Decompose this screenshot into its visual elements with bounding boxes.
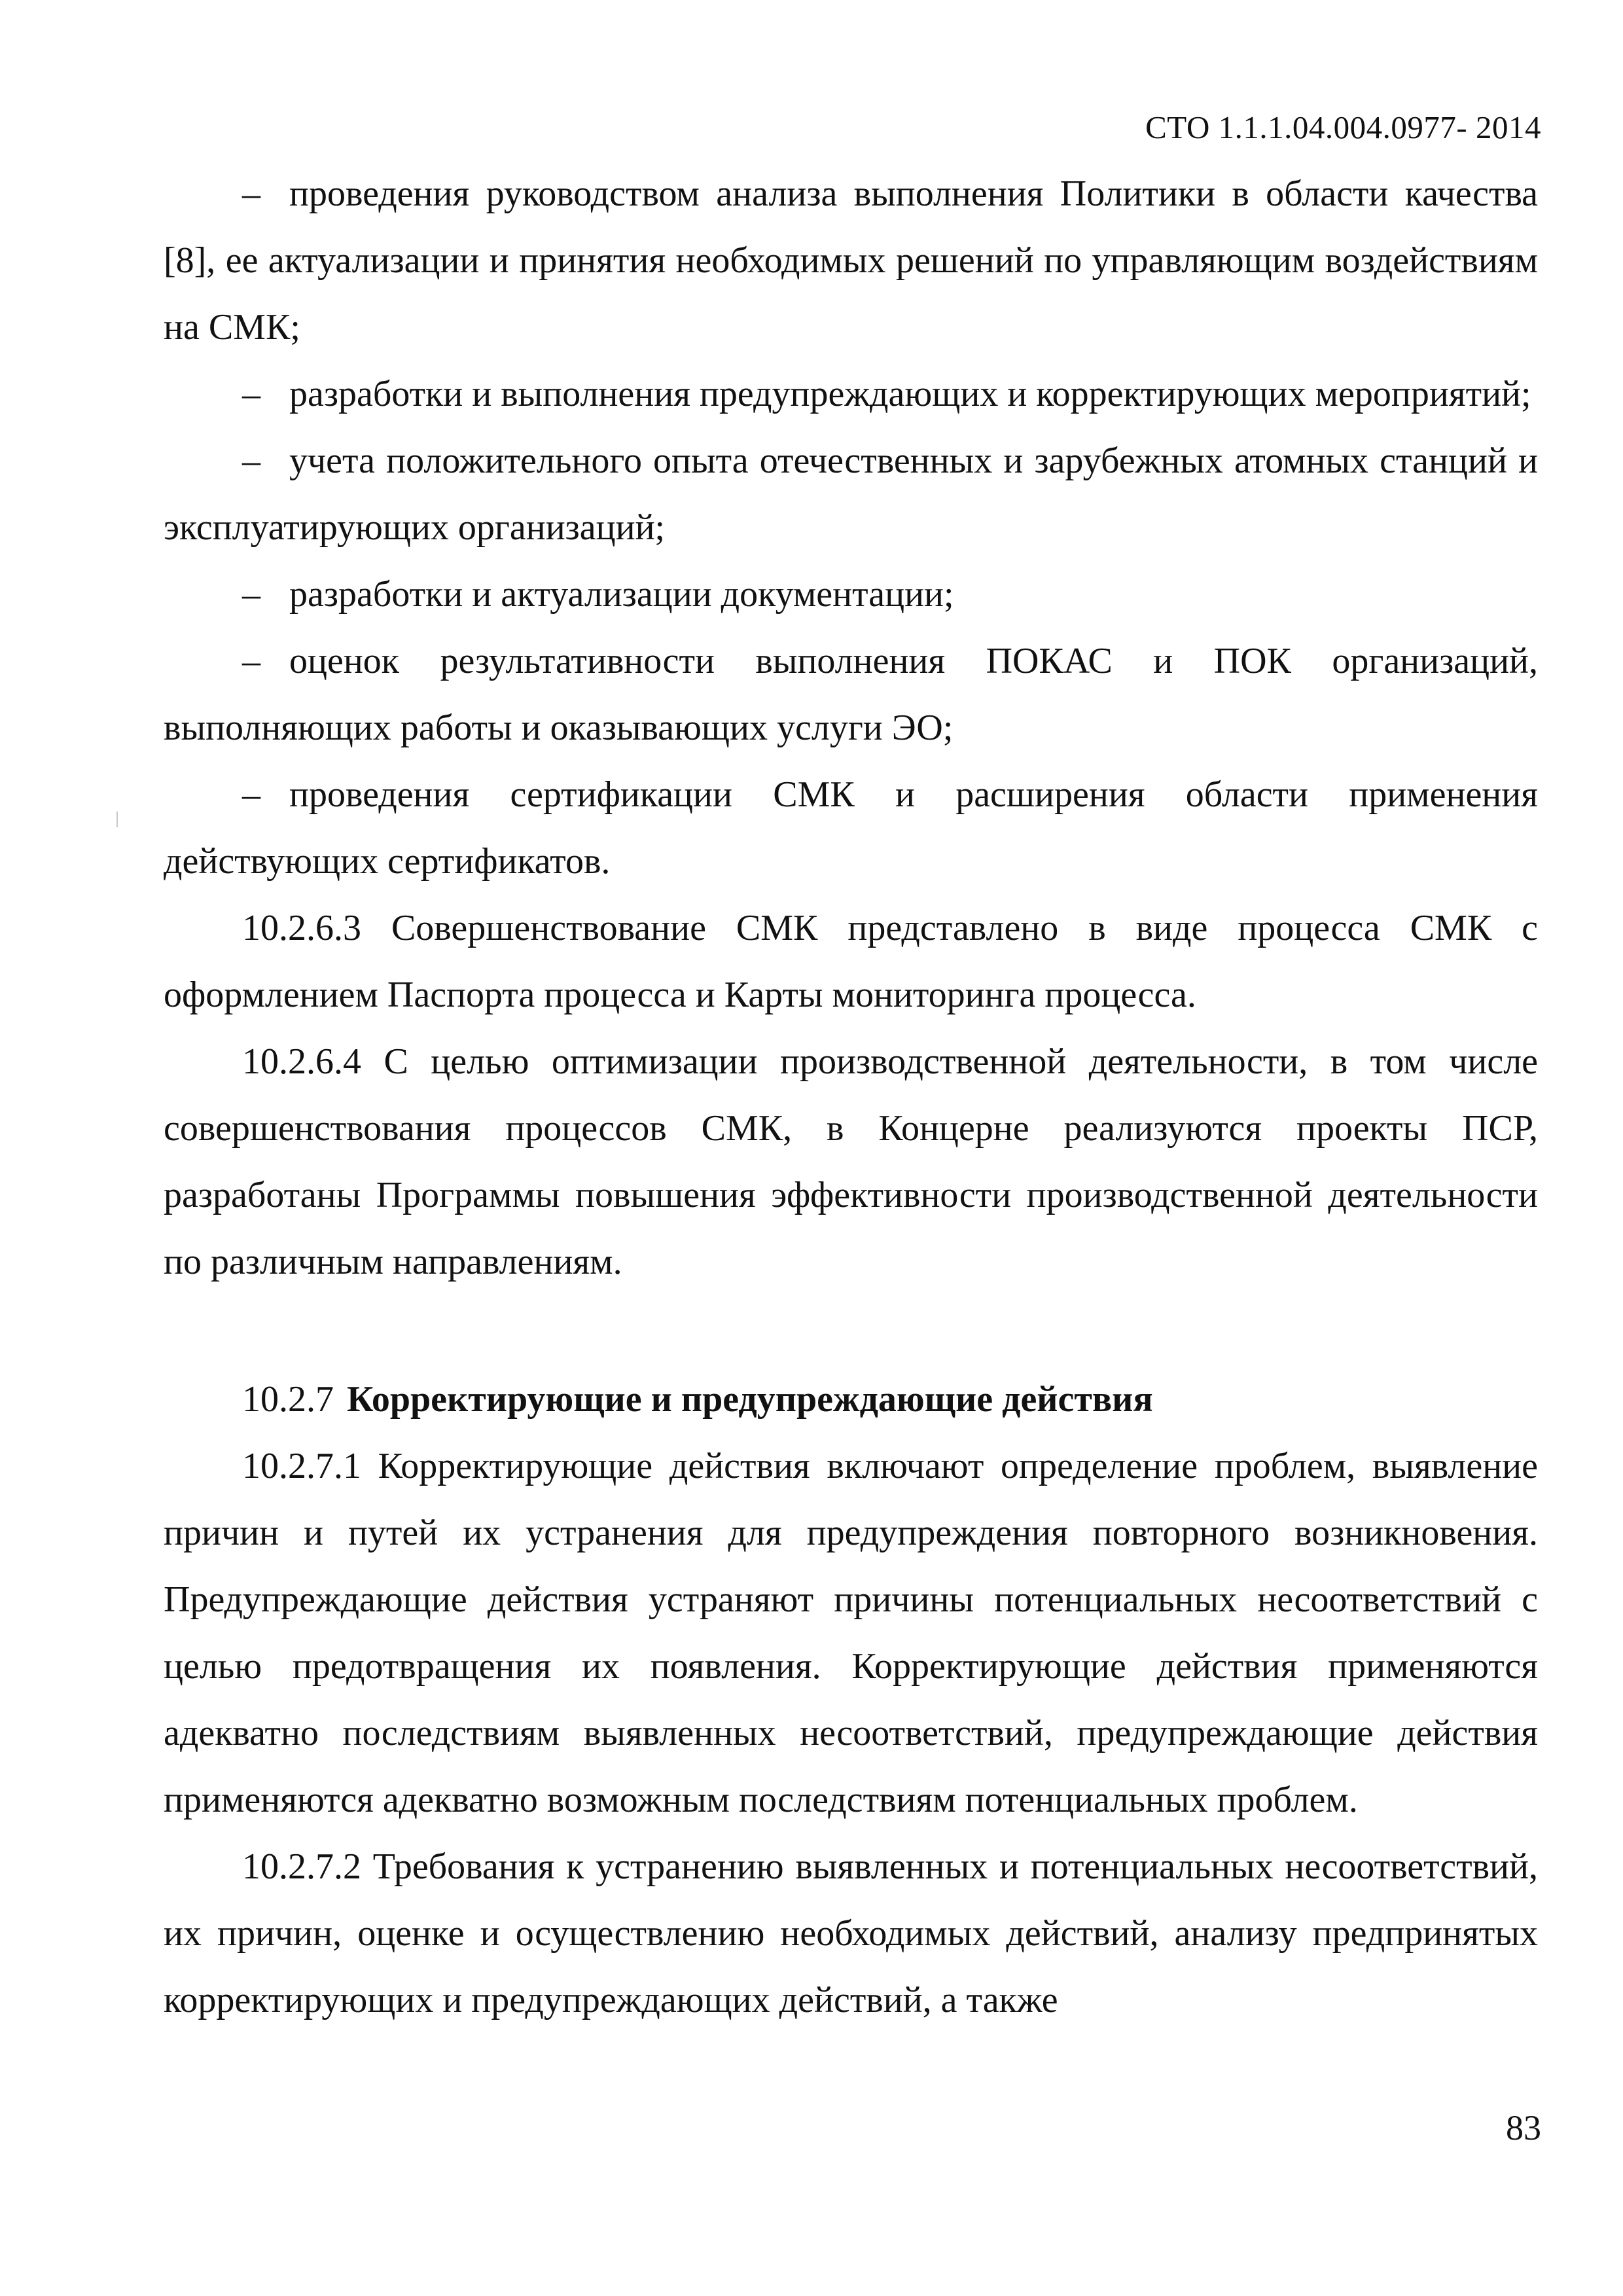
list-item-text: оценок результативности выполнения ПОКАС и ПОК организаций, выполняющих работы и оказывающих услуги ЭО; [164,641,1538,748]
list-item-text: разработки и выполнения предупреждающих и корректирующих мероприятий; [289,374,1531,414]
list-item [164,160,1538,361]
section-number: 10.2.7 [242,1379,334,1420]
list-item-text: проведения сертификации СМК и расширения области применения действующих сертификатов. [164,774,1538,882]
page-number: 83 [1506,2108,1541,2147]
list-item-text: учета положительного опыта отечественных и зарубежных атомных станций и эксплуатирующих организаций; [164,440,1538,548]
section-heading [164,1366,1538,1433]
list-item [164,561,1538,628]
list-item-text: разработки и актуализации документации; [289,574,954,615]
list-item-text: проведения руководством анализа выполнения Политики в области качества [8], ее актуализации и принятия необходимых решений по управляющим воздействиям на СМК; [164,173,1538,348]
dash-marker: – [242,440,260,481]
page-body [164,160,1538,2034]
list-item [164,361,1538,427]
paragraph-10-2-7-1: 10.2.7.1 Корректирующие действия включают определение проблем, выявление причин и путей их устранения для предупреждения повторного возникновения. Предупреждающие действия устраняют причины потенциальных несоответствий с целью предотвращения их появления. Корректирующие действия применяются адекватно последствиям выявленных несоответствий, предупреждающие действия применяются адекватно возможным последствиям потенциальных проблем. [164,1446,1538,1820]
list-item [164,761,1538,895]
dash-marker: – [242,641,260,681]
scan-mark [116,812,118,827]
document-code: СТО 1.1.1.04.004.0977- 2014 [1145,109,1541,145]
list-item [164,628,1538,761]
list-item [164,427,1538,561]
paragraph-10-2-6-3: 10.2.6.3 Совершенствование СМК представлено в виде процесса СМК с оформлением Паспорта процесса и Карты мониторинга процесса. [164,908,1538,1015]
section-title: Корректирующие и предупреждающие действия [347,1379,1153,1420]
dash-marker: – [242,374,260,414]
dash-marker: – [242,173,260,214]
dash-marker: – [242,774,260,815]
paragraph-10-2-6-4: 10.2.6.4 С целью оптимизации производственной деятельности, в том числе совершенствования процессов СМК, в Концерне реализуются проекты ПСР, разработаны Программы повышения эффективности производственной деятельности по различным направлениям. [164,1041,1538,1282]
paragraph-10-2-7-2: 10.2.7.2 Требования к устранению выявленных и потенциальных несоответствий, их причин, оценке и осуществлению необходимых действий, анализу предпринятых корректирующих и предупреждающих действий, а также [164,1846,1538,2020]
dash-marker: – [242,574,260,615]
